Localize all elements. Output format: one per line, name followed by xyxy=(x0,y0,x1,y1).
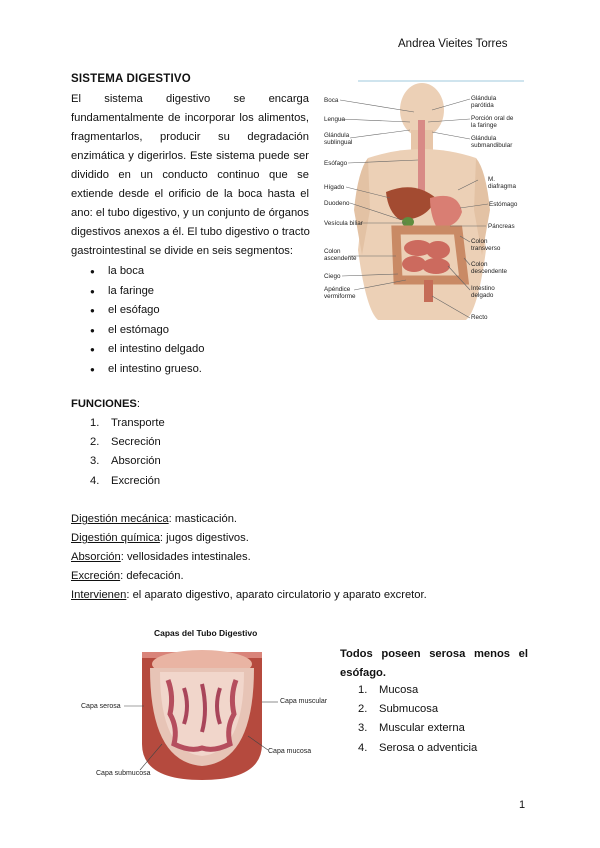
item-text: Submucosa xyxy=(379,703,439,716)
funciones-colon: : xyxy=(136,398,140,410)
funciones-list xyxy=(90,414,165,491)
item-text: Mucosa xyxy=(379,684,419,696)
intro-line: digestivos anexos a él. El tubo digestivo o tracto xyxy=(71,226,310,238)
funciones-heading xyxy=(71,398,140,410)
page-number: 1 xyxy=(519,799,526,811)
definition-text: : vellosidades intestinales. xyxy=(120,551,251,563)
definition-term: Absorción xyxy=(71,551,121,563)
definition-term: Intervienen xyxy=(71,589,127,601)
tube-layers-figure xyxy=(80,624,330,784)
list-item: ● el intestino grueso. xyxy=(90,360,204,380)
list-item xyxy=(90,452,165,471)
label-lengua: Lengua xyxy=(324,116,346,123)
intro-line: El sistema digestivo se encarga xyxy=(71,93,309,105)
item-number: 2. xyxy=(90,436,100,449)
definition-text: : masticación. xyxy=(168,513,238,525)
label-intestino-delgado: Intestino delgado xyxy=(471,285,495,299)
label-glandula-parotida: Glándula parótida xyxy=(471,95,497,109)
definition-line xyxy=(71,510,237,529)
list-item: ● el intestino delgado xyxy=(90,340,204,360)
item-text: Muscular externa xyxy=(379,722,465,735)
label-colon-transverso: Colon transverso xyxy=(471,238,501,252)
list-item xyxy=(358,719,477,738)
label-apendice-vermiforme: Apéndice vermiforme xyxy=(324,286,356,300)
list-item xyxy=(358,681,477,700)
item-text: Serosa o adventicia xyxy=(379,741,478,754)
item-text: Excreción xyxy=(111,474,161,487)
item-number: 3. xyxy=(358,722,368,735)
intro-line: extiende desde el orificio de la boca hasta el xyxy=(71,188,309,200)
definition-term: Digestión mecánica xyxy=(71,513,169,525)
definition-line xyxy=(71,586,427,605)
label-glandula-submandibular: Glándula submandibular xyxy=(471,135,513,149)
definition-line xyxy=(71,548,251,567)
intro-line: dividido en un conducto continuo que se xyxy=(71,169,309,181)
item-number: 4. xyxy=(90,474,100,487)
definition-text: : el aparato digestivo, aparato circulatorio y aparato excretor. xyxy=(126,589,427,601)
item-text: Transporte xyxy=(111,417,165,429)
label-capa-muscular: Capa muscular xyxy=(280,698,328,705)
funciones-title: FUNCIONES xyxy=(71,398,137,410)
list-item xyxy=(90,414,165,433)
item-text: Secreción xyxy=(111,436,161,449)
intro-paragraph xyxy=(71,90,309,261)
definition-term: Excreción xyxy=(71,570,121,582)
label-duodeno: Duodeno xyxy=(324,200,350,207)
list-item xyxy=(358,700,477,719)
definition-line xyxy=(71,567,184,586)
intro-line: fundamentalmente de incorporar los alimentos, xyxy=(71,112,309,124)
label-boca: Boca xyxy=(324,97,339,104)
item-number: 2. xyxy=(358,703,368,716)
label-glandula-sublingual: Glándula sublingual xyxy=(324,132,353,146)
label-estomago: Estómago xyxy=(489,201,518,208)
label-pancreas: Páncreas xyxy=(488,223,515,230)
label-capa-submucosa: Capa submucosa xyxy=(96,770,151,777)
segments-list xyxy=(90,262,204,379)
author-name: Andrea Vieites Torres xyxy=(398,38,508,50)
label-esofago: Esófago xyxy=(324,160,348,167)
label-higado: Hígado xyxy=(324,184,345,191)
definition-text: : defecación. xyxy=(120,570,184,582)
definition-term: Digestión química xyxy=(71,532,160,544)
intro-line: gastrointestinal se divide en seis segmentos: xyxy=(71,245,294,257)
list-item: ● el estómago xyxy=(90,321,204,341)
label-colon-descendente: Colon descendente xyxy=(471,261,508,275)
definition-line xyxy=(71,529,249,548)
intro-line: enzimática y digerirlos. Este sistema puede ser xyxy=(71,150,309,162)
label-recto: Recto xyxy=(471,314,488,321)
list-item xyxy=(358,739,477,758)
section-title: SISTEMA DIGESTIVO xyxy=(71,73,191,85)
list-item xyxy=(90,472,165,491)
digestive-system-figure xyxy=(318,80,528,320)
figure-title: Capas del Tubo Digestivo xyxy=(154,628,258,638)
label-m-diafragma: M. diafragma xyxy=(488,176,517,190)
list-item: ● el esófago xyxy=(90,301,204,321)
item-number: 4. xyxy=(358,741,368,754)
label-vesicula-biliar: Vesícula biliar xyxy=(324,220,363,227)
label-capa-serosa: Capa serosa xyxy=(81,703,121,710)
item-number: 3. xyxy=(90,455,100,468)
label-porcion-oral-faringe: Porción oral de la faringe xyxy=(471,115,514,129)
label-capa-mucosa: Capa mucosa xyxy=(268,748,312,755)
intro-line: fragmentarlos, producir su degradación xyxy=(71,131,309,143)
item-number: 1. xyxy=(90,417,100,429)
item-number: 1. xyxy=(358,684,368,696)
capas-list xyxy=(358,681,477,758)
label-colon-ascendente: Colon ascendente xyxy=(324,248,357,262)
serosa-note: Todos poseen serosa menos el esófago. xyxy=(340,648,528,679)
intro-line: ano: el tubo digestivo, y un conjunto de órganos xyxy=(71,207,309,219)
item-text: Absorción xyxy=(111,455,161,468)
label-ciego: Ciego xyxy=(324,273,341,280)
list-item xyxy=(90,433,165,452)
definition-text: : jugos digestivos. xyxy=(159,532,249,544)
list-item: ● la boca xyxy=(90,262,204,282)
list-item: ● la faringe xyxy=(90,282,204,302)
